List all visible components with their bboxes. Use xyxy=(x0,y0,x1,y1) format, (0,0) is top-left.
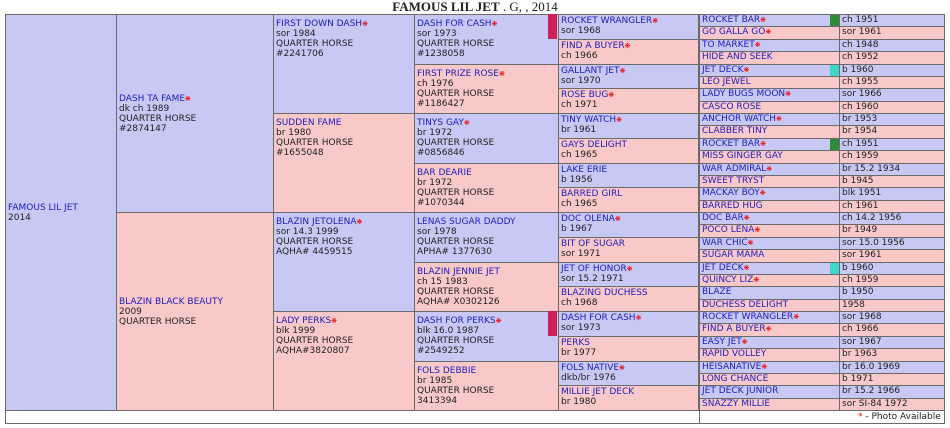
gen5-ancestor-info: br 16.0 1969 xyxy=(839,361,945,374)
gen5-ancestor-cell xyxy=(699,249,840,263)
gen5-ancestor-info: sor 1961 xyxy=(839,26,945,40)
gen4-ancestor-info-line: br 1977 xyxy=(561,348,597,358)
gen5-ancestor-name-link[interactable]: HIDE AND SEEK xyxy=(702,52,773,62)
gen4-ancestor-name-link[interactable]: BIT OF SUGAR xyxy=(561,239,625,249)
great-grandparent-info-line: ch 15 1983 xyxy=(417,277,468,287)
gen5-ancestor-info: br 15.2 1934 xyxy=(839,163,945,176)
gen4-ancestor-cell xyxy=(558,14,699,40)
gen5-ancestor-name-link[interactable]: BLAZE xyxy=(702,287,732,297)
grandparent-info-line: AQHA# 4459515 xyxy=(276,247,353,257)
gen4-ancestor-cell xyxy=(558,336,699,362)
photo-star-icon: ❋ xyxy=(185,94,191,103)
gen4-ancestor-info-line: sor 15.2 1971 xyxy=(561,274,624,284)
grandparent-info-line: QUARTER HORSE xyxy=(276,336,354,346)
gen5-ancestor-name-link[interactable]: FIND A BUYER xyxy=(702,324,766,334)
gen5-ancestor-name-link[interactable]: ROCKET BAR xyxy=(702,139,761,149)
gen4-ancestor-info-line: br 1980 xyxy=(561,397,597,407)
gen4-ancestor-info-line: ch 1965 xyxy=(561,150,598,160)
footer-row xyxy=(5,410,700,424)
photo-star-icon: ❋ xyxy=(619,364,625,372)
gen5-ancestor-info: ch 1952 xyxy=(839,51,945,65)
gen5-ancestor-cell xyxy=(699,150,840,164)
grandparent-info-line: QUARTER HORSE xyxy=(276,237,354,247)
gen5-ancestor-name-link[interactable]: SNAZZY MILLIE xyxy=(702,399,771,409)
gen5-ancestor-info: br 1963 xyxy=(839,348,945,362)
gen5-ancestor-name-link[interactable]: WAR CHIC xyxy=(702,238,748,248)
photo-star-icon: ❋ xyxy=(331,317,338,325)
gen5-ancestor-cell xyxy=(699,26,840,40)
gen4-ancestor-info-line: ch 1968 xyxy=(561,298,598,308)
gen5-ancestor-info: br 15.2 1966 xyxy=(839,385,945,399)
gen5-ancestor-name-link[interactable]: EASY JET xyxy=(702,337,742,347)
gen4-ancestor-cell xyxy=(558,163,699,188)
gen5-ancestor-name-link[interactable]: DOC BAR xyxy=(702,213,744,223)
great-grandparent-info-line: #1186427 xyxy=(417,99,465,109)
gen5-ancestor-info: 1958 xyxy=(839,299,945,312)
gen5-ancestor-info: sor 1968 xyxy=(839,311,945,324)
grandparent-info-line: sor 1984 xyxy=(276,29,316,39)
great-grandparent-name-link[interactable]: BAR DEARIE xyxy=(417,168,472,178)
photo-star-icon: ❋ xyxy=(776,115,782,123)
photo-star-icon: ❋ xyxy=(626,265,633,273)
gen4-ancestor-name-link[interactable]: FOLS NATIVE xyxy=(561,363,620,373)
photo-star-icon: ❋ xyxy=(624,42,631,50)
photo-star-icon: ❋ xyxy=(491,20,498,28)
photo-star-icon: ❋ xyxy=(761,363,768,371)
subject-name-link[interactable]: FAMOUS LIL JET xyxy=(8,202,78,213)
grandparent-info-line: blk 1999 xyxy=(276,326,316,336)
color-marker xyxy=(830,139,839,150)
gen5-ancestor-cell xyxy=(699,286,840,300)
gen5-ancestor-name-link[interactable]: LADY BUGS MOON xyxy=(702,89,786,99)
grandparent-info-line: #1655048 xyxy=(276,148,324,158)
gen5-ancestor-name-link[interactable]: CLABBER TINY xyxy=(702,126,768,136)
title-horse-name: FAMOUS LIL JET xyxy=(392,0,500,14)
gen5-ancestor-info: ch 1948 xyxy=(839,39,945,52)
great-grandparent-info-line: sor 1978 xyxy=(417,227,457,237)
gen5-ancestor-info: ch 14.2 1956 xyxy=(839,212,945,225)
page-title xyxy=(0,0,950,14)
gen4-ancestor-cell xyxy=(558,64,699,89)
gen4-ancestor-cell xyxy=(558,88,699,114)
great-grandparent-name-link[interactable]: DASH FOR PERKS xyxy=(417,316,496,326)
gen4-ancestor-name-link[interactable]: BLAZING DUCHESS xyxy=(561,288,648,298)
great-grandparent-info-line: QUARTER HORSE xyxy=(417,39,495,49)
gen4-ancestor-cell xyxy=(558,311,699,337)
grandparent-cell xyxy=(273,311,415,411)
great-grandparent-cell xyxy=(414,14,559,65)
gen4-ancestor-name-link[interactable]: ROCKET WRANGLER xyxy=(561,16,653,26)
color-marker xyxy=(830,263,839,274)
gen5-ancestor-info: ch 1959 xyxy=(839,150,945,164)
gen4-ancestor-cell xyxy=(558,212,699,238)
grandparent-info-line: #2241706 xyxy=(276,49,324,59)
subject-cell xyxy=(5,14,117,411)
title-details: . G, , 2014 xyxy=(499,0,558,14)
color-marker xyxy=(830,15,839,26)
great-grandparent-info-line: blk 16.0 1987 xyxy=(417,326,480,336)
photo-star-icon: ❋ xyxy=(635,314,642,322)
gen5-ancestor-info: sor 1961 xyxy=(839,249,945,263)
gen5-ancestor-info: ch 1951 xyxy=(839,138,945,151)
gen4-ancestor-info-line: b 1956 xyxy=(561,175,593,185)
great-grandparent-info-line: ch 1976 xyxy=(417,79,454,89)
photo-star-icon: ❋ xyxy=(785,90,792,98)
great-grandparent-cell xyxy=(414,64,559,114)
gen4-ancestor-name-link[interactable]: DASH FOR CASH xyxy=(561,313,636,323)
gen5-ancestor-cell xyxy=(699,385,840,399)
gen5-ancestor-info: sor 15.0 1956 xyxy=(839,237,945,250)
great-grandparent-cell xyxy=(414,113,559,164)
photo-star-icon: ❋ xyxy=(754,226,761,234)
great-grandparent-name-link[interactable]: DASH FOR CASH xyxy=(417,19,492,29)
gen5-ancestor-name-link[interactable]: ROCKET WRANGLER xyxy=(702,312,794,322)
gen5-ancestor-name-link[interactable]: HEISANATIVE xyxy=(702,362,762,372)
gen4-ancestor-info-line: sor 1971 xyxy=(561,249,601,259)
grandparent-info-line: QUARTER HORSE xyxy=(276,39,354,49)
sire-dam-cell xyxy=(116,14,274,213)
great-grandparent-info-line: br 1985 xyxy=(417,376,453,386)
gen4-ancestor-cell xyxy=(558,138,699,164)
photo-star-icon: ❋ xyxy=(619,67,626,75)
gen5-ancestor-name-link[interactable]: WAR ADMIRAL xyxy=(702,164,767,174)
great-grandparent-info-line: QUARTER HORSE xyxy=(417,188,495,198)
photo-star-icon: ❋ xyxy=(766,165,773,173)
great-grandparent-info-line: QUARTER HORSE xyxy=(417,287,495,297)
photo-star-icon: ❋ xyxy=(754,41,761,49)
gen5-ancestor-name-link[interactable]: JET DECK xyxy=(702,65,744,75)
grandparent-cell xyxy=(273,212,415,312)
great-grandparent-name-link[interactable]: FOLS DEBBIE xyxy=(417,366,477,376)
gen4-ancestor-name-link[interactable]: LAKE ERIE xyxy=(561,165,608,175)
photo-star-icon: ❋ xyxy=(616,116,623,124)
gen5-ancestor-info: br 1954 xyxy=(839,125,945,139)
gen5-ancestor-name-link[interactable]: SUGAR MAMA xyxy=(702,250,765,260)
gen4-ancestor-info-line: ch 1971 xyxy=(561,100,598,110)
gen5-ancestor-info: ch 1955 xyxy=(839,76,945,89)
gen5-ancestor-name-link[interactable]: ROCKET BAR xyxy=(702,15,761,25)
gen5-ancestor-info: br 1953 xyxy=(839,113,945,126)
great-grandparent-info-line: #2549252 xyxy=(417,346,465,356)
gen4-ancestor-name-link[interactable]: MILLIE JET DECK xyxy=(561,387,635,397)
gen5-ancestor-name-link[interactable]: DUCHESS DELIGHT xyxy=(702,300,789,310)
great-grandparent-info-line: QUARTER HORSE xyxy=(417,336,495,346)
sire-dam-info-line: QUARTER HORSE xyxy=(119,316,197,327)
gen4-ancestor-info-line: dkb/br 1976 xyxy=(561,373,616,383)
great-grandparent-info-line: QUARTER HORSE xyxy=(417,138,495,148)
gen5-ancestor-info: ch 1960 xyxy=(839,101,945,114)
great-grandparent-name-link[interactable]: TINYS GAY xyxy=(417,118,464,128)
great-grandparent-info-line: QUARTER HORSE xyxy=(417,386,495,396)
photo-star-icon: ❋ xyxy=(463,119,470,127)
sire-dam-name-link[interactable]: BLAZIN BLACK BEAUTY xyxy=(119,296,224,307)
gen5-ancestor-name-link[interactable]: ANCHOR WATCH xyxy=(702,114,777,124)
photo-star-icon: ❋ xyxy=(765,325,772,333)
gen5-ancestor-name-link[interactable]: JET DECK JUNIOR xyxy=(702,386,779,396)
sire-dam-info-line: QUARTER HORSE xyxy=(119,113,197,124)
gen4-ancestor-cell xyxy=(558,113,699,139)
grandparent-info-line: QUARTER HORSE xyxy=(276,138,354,148)
gen5-ancestor-info: ch 1959 xyxy=(839,274,945,287)
gen5-ancestor-cell xyxy=(699,224,840,238)
photo-star-icon: ❋ xyxy=(356,218,363,226)
gen5-ancestor-info: br 1949 xyxy=(839,224,945,238)
photo-star-icon: ❋ xyxy=(495,317,502,325)
gen5-ancestor-name-link[interactable]: LEO JEWEL xyxy=(702,77,751,87)
gen4-ancestor-name-link[interactable]: GAYS DELIGHT xyxy=(561,140,628,150)
great-grandparent-info-line: AQHA# X0302126 xyxy=(417,297,500,307)
gen5-ancestor-name-link[interactable]: BARRED HUG xyxy=(702,201,763,211)
photo-star-icon: ❋ xyxy=(760,16,767,24)
gen4-ancestor-cell xyxy=(558,361,699,386)
footer-legend xyxy=(858,412,941,422)
great-grandparent-name-link[interactable]: FIRST PRIZE ROSE xyxy=(417,69,499,79)
gen5-ancestor-cell xyxy=(699,51,840,65)
gen5-ancestor-info: sor SI-84 1972 xyxy=(839,398,945,411)
great-grandparent-info-line: #0856846 xyxy=(417,148,465,158)
gen4-ancestor-name-link[interactable]: GALLANT JET xyxy=(561,66,620,76)
gen4-ancestor-name-link[interactable]: BARRED GIRL xyxy=(561,189,623,199)
sire-dam-info-line: #2874147 xyxy=(119,123,167,134)
great-grandparent-info-line: QUARTER HORSE xyxy=(417,89,495,99)
sire-dam-info-line: 2009 xyxy=(119,306,142,317)
sire-dam-cell xyxy=(116,212,274,411)
gen5-ancestor-name-link[interactable]: TO MARKET xyxy=(702,40,755,50)
gen5-ancestor-cell xyxy=(699,125,840,139)
great-grandparent-info-line: #1070344 xyxy=(417,198,465,208)
gen5-ancestor-info: b 1950 xyxy=(839,286,945,300)
gen4-ancestor-info-line: sor 1970 xyxy=(561,76,601,86)
great-grandparent-info-line: QUARTER HORSE xyxy=(417,237,495,247)
gen5-ancestor-info: blk 1951 xyxy=(839,187,945,201)
photo-star-icon: ❋ xyxy=(753,276,760,284)
great-grandparent-info-line: br 1972 xyxy=(417,178,453,188)
great-grandparent-cell xyxy=(414,163,559,213)
great-grandparent-cell xyxy=(414,212,559,263)
grandparent-cell xyxy=(273,14,415,114)
grandparent-name-link[interactable]: SUDDEN FAME xyxy=(276,118,342,128)
gen5-ancestor-cell xyxy=(699,323,840,337)
color-marker xyxy=(548,14,557,39)
gen5-ancestor-cell xyxy=(699,348,840,362)
gen4-ancestor-info-line: ch 1965 xyxy=(561,199,598,209)
photo-star-icon: ❋ xyxy=(652,17,659,25)
gen5-ancestor-info: ch 1951 xyxy=(839,14,945,27)
great-grandparent-cell xyxy=(414,262,559,312)
gen4-ancestor-name-link[interactable]: DOC OLENA xyxy=(561,214,615,224)
gen5-ancestor-name-link[interactable]: MACKAY BOY xyxy=(702,188,760,198)
gen4-ancestor-cell xyxy=(558,385,699,411)
gen4-ancestor-name-link[interactable]: TINY WATCH xyxy=(561,115,617,125)
gen5-ancestor-info: b 1960 xyxy=(839,64,945,77)
gen5-ancestor-name-link[interactable]: RAPID VOLLEY xyxy=(702,349,767,359)
gen4-ancestor-cell xyxy=(558,39,699,65)
photo-star-icon: ❋ xyxy=(743,66,750,74)
grandparent-info-line: br 1980 xyxy=(276,128,312,138)
gen5-ancestor-info: ch 1966 xyxy=(839,323,945,337)
photo-star-icon: ❋ xyxy=(760,140,767,148)
great-grandparent-name-link[interactable]: LENAS SUGAR DADDY xyxy=(417,217,516,227)
gen4-ancestor-info-line: ch 1966 xyxy=(561,51,598,61)
gen5-ancestor-name-link[interactable]: JET DECK xyxy=(702,263,744,273)
gen5-ancestor-info: sor 1966 xyxy=(839,88,945,102)
great-grandparent-info-line: br 1972 xyxy=(417,128,453,138)
gen4-ancestor-cell xyxy=(558,187,699,213)
photo-star-icon: * xyxy=(858,412,863,422)
gen5-ancestor-info: b 1960 xyxy=(839,262,945,275)
gen4-ancestor-name-link[interactable]: PERKS xyxy=(561,338,590,348)
great-grandparent-name-link[interactable]: BLAZIN JENNIE JET xyxy=(417,267,500,277)
grandparent-name-link[interactable]: FIRST DOWN DASH xyxy=(276,19,363,29)
photo-star-icon: ❋ xyxy=(608,91,615,99)
color-marker xyxy=(830,65,839,76)
gen5-ancestor-info: b 1945 xyxy=(839,175,945,188)
gen4-ancestor-name-link[interactable]: FIND A BUYER xyxy=(561,41,625,51)
photo-star-icon: ❋ xyxy=(498,70,505,78)
grandparent-name-link[interactable]: LADY PERKS xyxy=(276,316,332,326)
gen5-ancestor-info: ch 1961 xyxy=(839,200,945,213)
sire-dam-info-line: dk ch 1989 xyxy=(119,103,170,114)
gen4-ancestor-cell xyxy=(558,262,699,287)
color-marker xyxy=(548,311,557,336)
gen4-ancestor-cell xyxy=(558,237,699,263)
great-grandparent-info-line: #1238058 xyxy=(417,49,465,59)
great-grandparent-cell xyxy=(414,361,559,411)
gen5-ancestor-info: b 1971 xyxy=(839,373,945,386)
grandparent-name-link[interactable]: BLAZIN JETOLENA xyxy=(276,217,357,227)
photo-star-icon: ❋ xyxy=(743,264,750,272)
gen5-ancestor-name-link[interactable]: LONG CHANCE xyxy=(702,374,769,384)
great-grandparent-info-line: sor 1973 xyxy=(417,29,457,39)
gen4-ancestor-info-line: sor 1968 xyxy=(561,26,601,36)
photo-star-icon: ❋ xyxy=(765,28,772,36)
photo-star-icon: ❋ xyxy=(747,239,754,247)
gen4-ancestor-name-link[interactable]: JET OF HONOR xyxy=(561,264,627,274)
photo-legend-label: - Photo Available xyxy=(862,412,941,422)
photo-star-icon: ❋ xyxy=(362,20,368,28)
photo-star-icon: ❋ xyxy=(741,338,748,346)
sire-dam-name-link[interactable]: DASH TA FAME xyxy=(119,93,186,104)
grandparent-info-line: AQHA#3820807 xyxy=(276,346,350,356)
gen5-ancestor-name-link[interactable]: SWEET TRYST xyxy=(702,176,765,186)
gen4-ancestor-cell xyxy=(558,286,699,312)
photo-star-icon: ❋ xyxy=(793,313,800,321)
subject-info-line: 2014 xyxy=(8,212,31,223)
gen5-ancestor-name-link[interactable]: POCO LENA xyxy=(702,225,755,235)
gen5-ancestor-name-link[interactable]: CASCO ROSE xyxy=(702,102,762,112)
gen4-ancestor-info-line: b 1967 xyxy=(561,224,593,234)
gen4-ancestor-info-line: sor 1973 xyxy=(561,323,601,333)
great-grandparent-info-line: 3413394 xyxy=(417,396,458,406)
gen5-ancestor-name-link[interactable]: QUINCY LIZ xyxy=(702,275,754,285)
great-grandparent-info-line: APHA# 1377630 xyxy=(417,247,492,257)
gen4-ancestor-info-line: br 1961 xyxy=(561,125,597,135)
photo-star-icon: ❋ xyxy=(759,189,766,197)
great-grandparent-cell xyxy=(414,311,559,362)
gen5-ancestor-name-link[interactable]: MISS GINGER GAY xyxy=(702,151,783,161)
photo-star-icon: ❋ xyxy=(614,215,621,223)
gen5-ancestor-name-link[interactable]: GO GALLA GO xyxy=(702,27,766,37)
gen5-ancestor-cell xyxy=(699,88,840,102)
grandparent-cell xyxy=(273,113,415,213)
grandparent-info-line: sor 14.3 1999 xyxy=(276,227,339,237)
gen5-ancestor-cell xyxy=(699,187,840,201)
gen4-ancestor-name-link[interactable]: ROSE BUG xyxy=(561,90,609,100)
gen5-ancestor-info: sor 1967 xyxy=(839,336,945,349)
photo-star-icon: ❋ xyxy=(743,214,750,222)
